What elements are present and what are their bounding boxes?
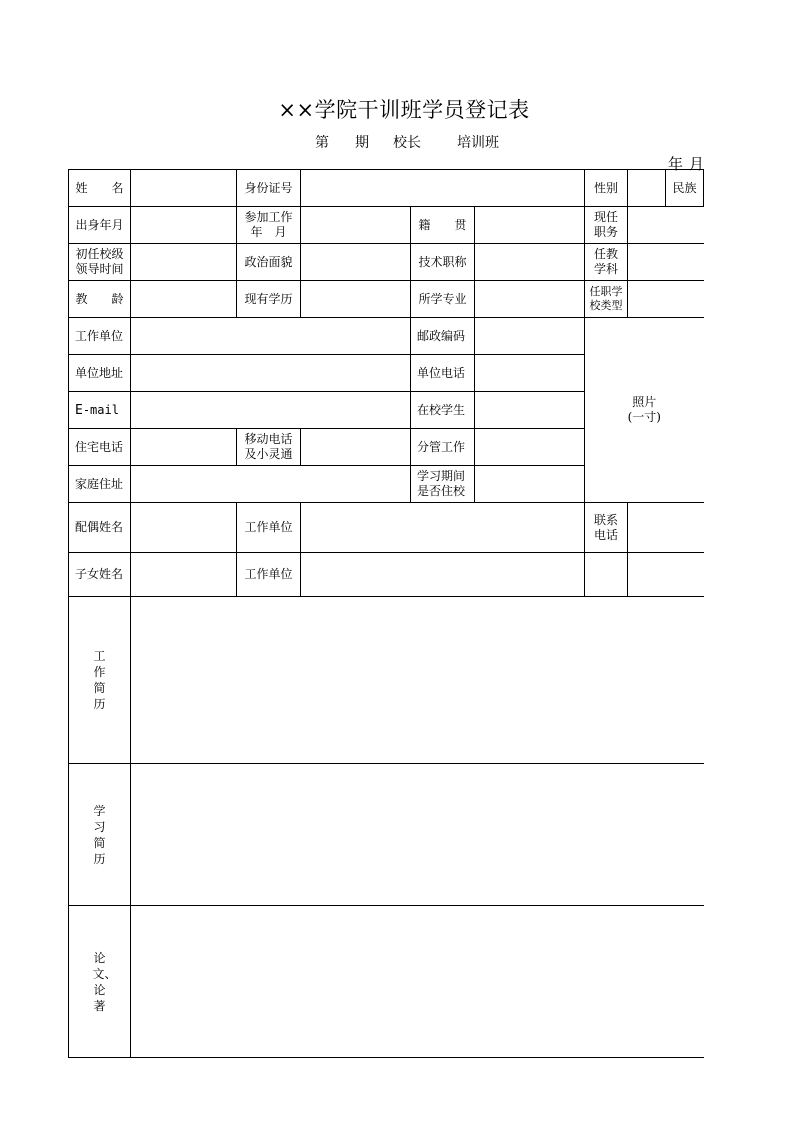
label-mobile: [237, 429, 301, 466]
field-political-status[interactable]: [301, 244, 411, 281]
label-home-phone: 住宅电话: [69, 429, 131, 466]
label-email-rest: -mail: [82, 402, 119, 417]
photo-size-label: (一寸): [627, 410, 661, 424]
subtitle-di: 第: [315, 135, 329, 151]
field-children-work-unit[interactable]: [301, 553, 585, 597]
field-work-unit[interactable]: [131, 318, 411, 355]
label-children-name: 子女姓名: [69, 553, 131, 597]
label-postal-code: 邮政编码: [411, 318, 475, 355]
label-boarding-line1: 学习期间: [417, 469, 466, 483]
label-teaching-subject: [585, 244, 628, 281]
field-papers[interactable]: [131, 906, 704, 1058]
subtitle-qi: 期: [355, 135, 369, 151]
label-work-history: [69, 597, 131, 764]
row-teaching-age: [69, 281, 704, 318]
label-id-number: 身份证号: [237, 170, 301, 207]
field-major[interactable]: [475, 281, 585, 318]
label-spouse-name: 配偶姓名: [69, 503, 131, 553]
label-contact-line1: 联系: [593, 512, 618, 527]
row-spouse: [69, 503, 704, 553]
label-education: 现有学历: [237, 281, 301, 318]
label-teaching-subject-line1: 任教: [593, 247, 618, 261]
label-unit-address: 单位地址: [69, 355, 131, 392]
field-email[interactable]: [131, 392, 411, 429]
field-teaching-subject[interactable]: [628, 244, 704, 281]
label-unit-phone: 单位电话: [411, 355, 475, 392]
photo-label: 照片: [632, 395, 657, 409]
field-name[interactable]: [131, 170, 237, 207]
field-children-name[interactable]: [131, 553, 237, 597]
subtitle-principal: 校长: [393, 135, 421, 151]
row-first-leader: [69, 244, 704, 281]
label-work-unit: 工作单位: [69, 318, 131, 355]
label-tech-title: 技术职称: [411, 244, 475, 281]
field-work-start[interactable]: [301, 207, 411, 244]
field-home-address[interactable]: [131, 466, 411, 503]
row-work-unit: [69, 318, 704, 355]
field-tech-title[interactable]: [475, 244, 585, 281]
label-name: 姓 名: [69, 170, 131, 207]
label-teaching-age: 教 龄: [69, 281, 131, 318]
label-ethnicity: 民族: [666, 170, 704, 207]
field-first-leader-time[interactable]: [131, 244, 237, 281]
label-gender: 性别: [585, 170, 628, 207]
label-current-post-line1: 现任: [593, 210, 618, 224]
field-boarding[interactable]: [475, 466, 585, 503]
field-teaching-age[interactable]: [131, 281, 237, 318]
field-gender[interactable]: [628, 170, 666, 207]
field-unit-address[interactable]: [131, 355, 411, 392]
field-study-history[interactable]: [131, 764, 704, 906]
field-children-contact-label-blank[interactable]: [585, 553, 628, 597]
label-children-work-unit: 工作单位: [237, 553, 301, 597]
field-id-number[interactable]: [301, 170, 585, 207]
label-birth-date: 出身年月: [69, 207, 131, 244]
label-contact-phone: [585, 503, 628, 553]
field-education[interactable]: [301, 281, 411, 318]
label-political-status: 政治面貌: [237, 244, 301, 281]
label-papers: [69, 906, 131, 1058]
label-boarding-line2: 是否住校: [417, 484, 466, 498]
label-contact-line2: 电话: [593, 527, 618, 542]
year-label: 年: [668, 155, 684, 173]
label-home-address: 家庭住址: [69, 466, 131, 503]
photo-box[interactable]: [585, 318, 704, 503]
registration-table: [68, 169, 704, 1058]
label-current-post: [585, 207, 628, 244]
field-work-history[interactable]: [131, 597, 704, 764]
label-current-post-line2: 职务: [593, 225, 618, 239]
label-major: 所学专业: [411, 281, 475, 318]
label-teaching-subject-line2: 学科: [593, 262, 618, 276]
label-work-history-text: 工作简历: [93, 649, 106, 711]
label-spouse-work-unit: 工作单位: [237, 503, 301, 553]
row-study-history: [69, 764, 704, 906]
label-work-start-line1: 参加工作: [244, 210, 293, 224]
label-work-start-line2: 年 月: [250, 225, 287, 239]
field-spouse-work-unit[interactable]: [301, 503, 585, 553]
row-papers: [69, 906, 704, 1058]
label-mobile-line2: 及小灵通: [244, 447, 293, 461]
label-email-e: E: [75, 402, 83, 418]
subtitle-training-class: 培训班: [457, 135, 499, 151]
field-unit-phone[interactable]: [475, 355, 585, 392]
field-mobile[interactable]: [301, 429, 411, 466]
label-native-place: 籍 贯: [411, 207, 475, 244]
label-boarding: [411, 466, 475, 503]
label-school-type: [585, 281, 628, 318]
label-first-leader-line1: 初任校级: [75, 247, 124, 261]
label-papers-text: 论文、论著: [92, 950, 117, 1013]
label-school-type-line1: 任职学: [589, 285, 623, 298]
field-postal-code[interactable]: [475, 318, 585, 355]
field-spouse-name[interactable]: [131, 503, 237, 553]
field-current-post[interactable]: [628, 207, 704, 244]
label-mobile-line1: 移动电话: [244, 432, 293, 446]
field-children-contact[interactable]: [628, 553, 704, 597]
field-home-phone[interactable]: [131, 429, 237, 466]
form-title: ××学院干训班学员登记表: [278, 98, 530, 122]
label-study-history: [69, 764, 131, 906]
label-school-type-line2: 校类型: [589, 299, 623, 312]
row-children: [69, 553, 704, 597]
label-first-leader-time: [69, 244, 131, 281]
field-contact-phone[interactable]: [628, 503, 704, 553]
field-birth-date[interactable]: [131, 207, 237, 244]
label-study-history-text: 学习简历: [93, 803, 106, 866]
label-email: [69, 392, 131, 429]
label-responsibility: 分管工作: [411, 429, 475, 466]
field-responsibility[interactable]: [475, 429, 585, 466]
field-school-type[interactable]: [628, 281, 704, 318]
label-work-start: [237, 207, 301, 244]
label-first-leader-line2: 领导时间: [75, 262, 124, 276]
label-students: 在校学生: [411, 392, 475, 429]
row-birth: [69, 207, 704, 244]
row-work-history: [69, 597, 704, 764]
row-name: [69, 170, 704, 207]
field-native-place[interactable]: [475, 207, 585, 244]
month-label: 月: [689, 155, 705, 173]
field-students[interactable]: [475, 392, 585, 429]
